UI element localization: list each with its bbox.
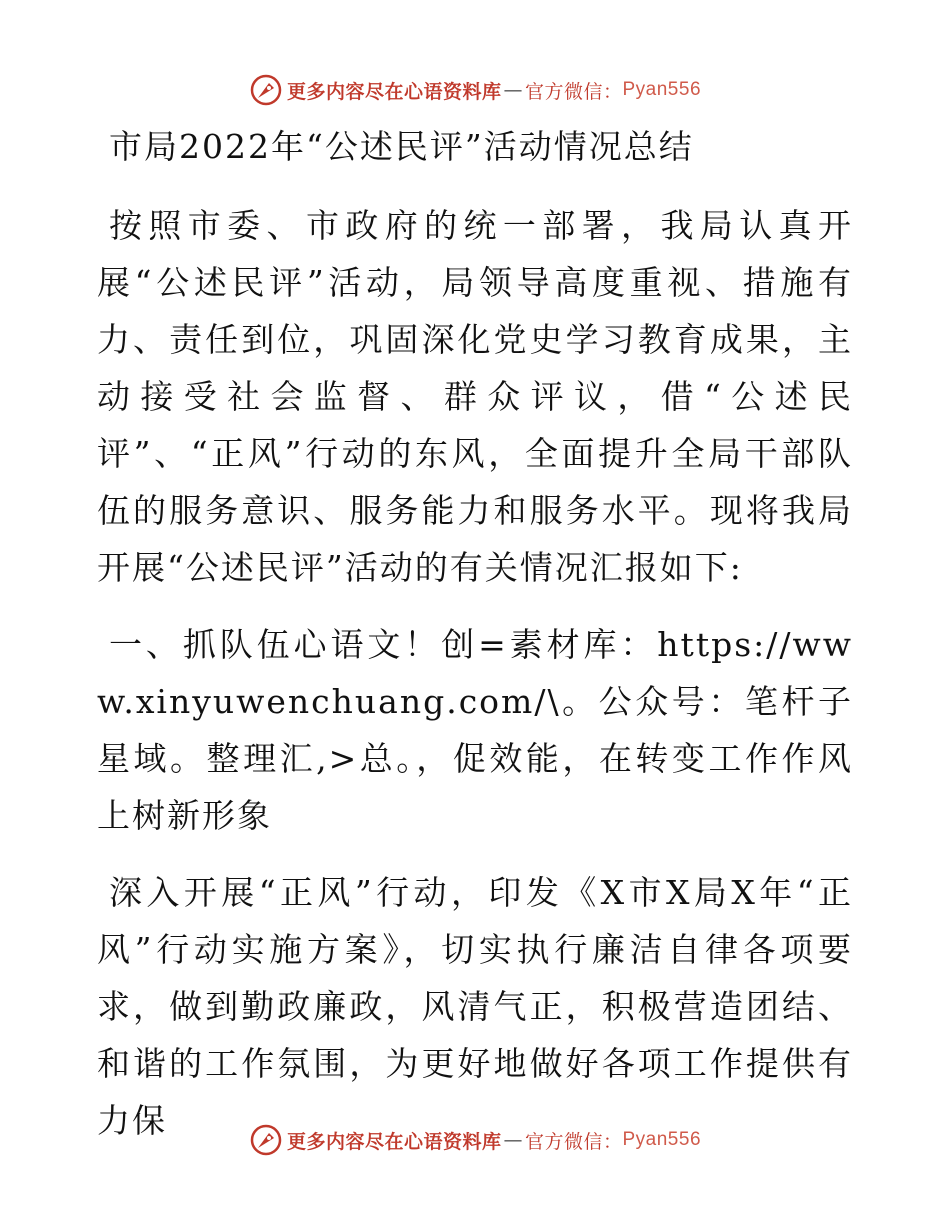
pen-nib-icon (249, 1123, 283, 1157)
document-title: 市局2022年“公述民评”活动情况总结 (109, 127, 694, 166)
watermark-site: 更多内容尽在心语资料库 (286, 80, 502, 103)
watermark-handle: Pyan556 (622, 1129, 702, 1150)
watermark-wechat-label: 官方微信： (524, 1130, 623, 1153)
footer-watermark (0, 1120, 950, 1160)
watermark-wechat-label: 官方微信： (524, 80, 623, 103)
watermark-site: 更多内容尽在心语资料库 (286, 1130, 502, 1153)
document-body (97, 118, 853, 1169)
paragraph: 一、抓队伍心语文！创=素材库：https://www.xinyuwenchuang.com/\。公众号：笔杆子星域。整理汇,>总。，促效能，在转变工作作风上树新形象 (97, 625, 853, 835)
header-watermark (0, 70, 950, 110)
watermark-separator: — (503, 1129, 523, 1151)
paragraph: 深入开展“正风”行动，印发《X市X局X年“正风”行动实施方案》，切实执行廉洁自律各项要求，做到勤政廉政，风清气正，积极营造团结、和谐的工作氛围，为更好地做好各项工作提供有力保 (97, 873, 853, 1140)
pen-nib-icon (249, 73, 283, 107)
paragraph: 按照市委、市政府的统一部署，我局认真开展“公述民评”活动，局领导高度重视、措施有力、责任到位，巩固深化党史学习教育成果，主动接受社会监督、群众评议，借“公述民评”、“正风”行动的东风，全面提升全局干部队伍的服务意识、服务能力和服务水平。现将我局开展“公述民评”活动的有关情况汇报如下: (97, 206, 853, 587)
watermark-handle: Pyan556 (622, 79, 702, 100)
watermark-separator: — (503, 79, 523, 101)
